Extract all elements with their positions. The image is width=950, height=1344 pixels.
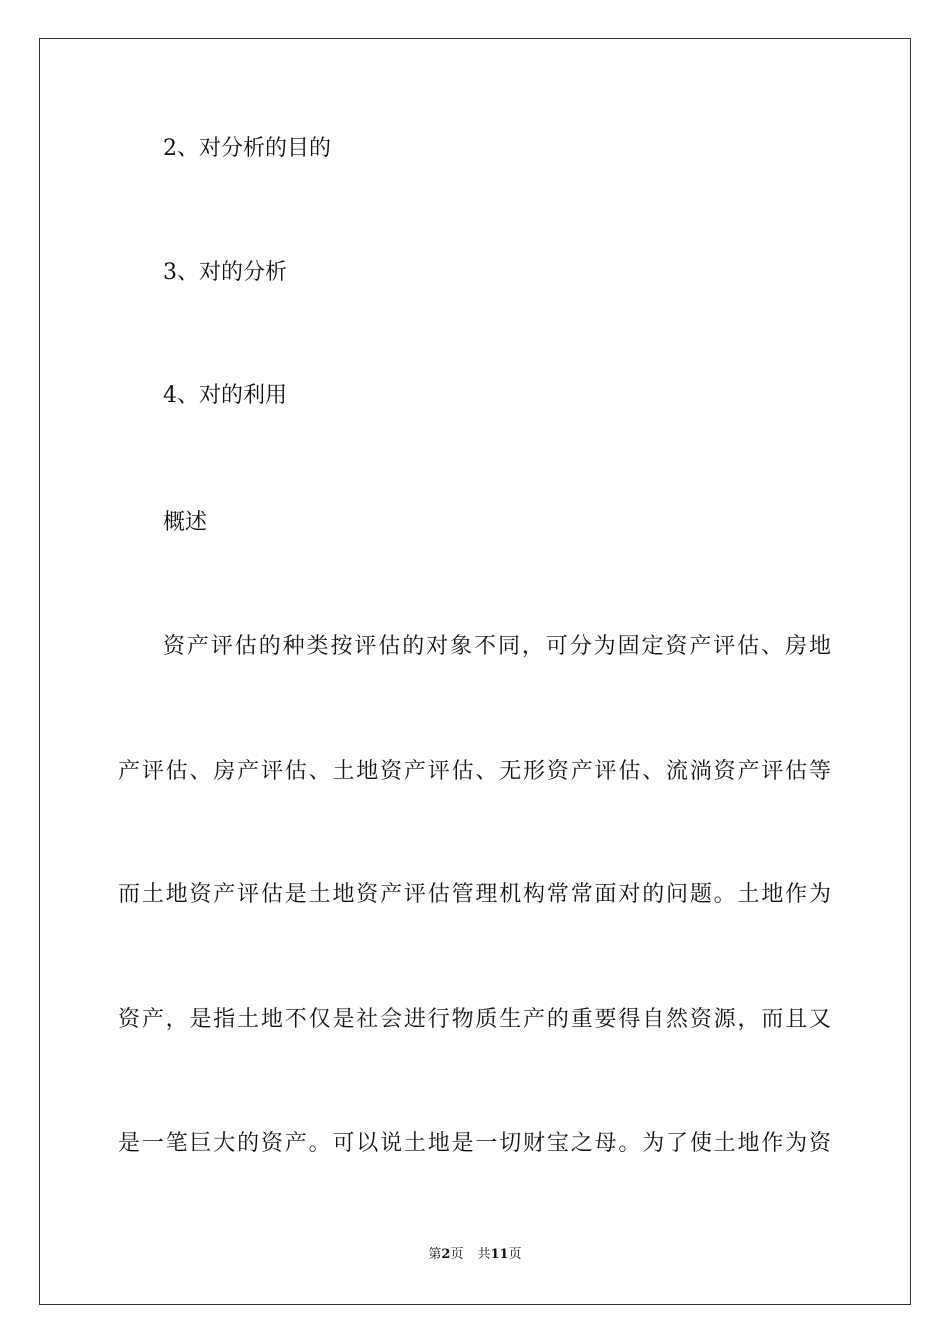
footer-total-suffix: 页 [508,1247,522,1262]
footer-total-prefix: 共 [477,1247,491,1262]
list-item-4: 4、对的利用 [163,383,287,408]
list-item-3: 3、对的分析 [163,260,287,285]
paragraph-line-1: 资产评估的种类按评估的对象不同，可分为固定资产评估、房地 [163,634,831,659]
section-heading: 概述 [163,510,208,535]
footer-page-suffix: 页 [450,1247,464,1262]
paragraph-line-4: 资产，是指土地不仅是社会进行物质生产的重要得自然资源，而且又 [118,1007,831,1032]
paragraph-line-2: 产评估、房产评估、土地资产评估、无形资产评估、流淌资产评估等 [118,759,831,784]
page-footer [0,1246,950,1264]
page-border [39,38,911,1305]
footer-page-number: 2 [441,1247,451,1262]
footer-total-pages: 11 [490,1247,509,1262]
list-item-2: 2、对分析的目的 [163,136,331,161]
footer-page-prefix: 第 [428,1247,442,1262]
paragraph-line-3: 而土地资产评估是土地资产评估管理机构常常面对的问题。土地作为 [118,882,831,907]
paragraph-line-5: 是一笔巨大的资产。可以说土地是一切财宝之母。为了使土地作为资 [118,1131,831,1156]
